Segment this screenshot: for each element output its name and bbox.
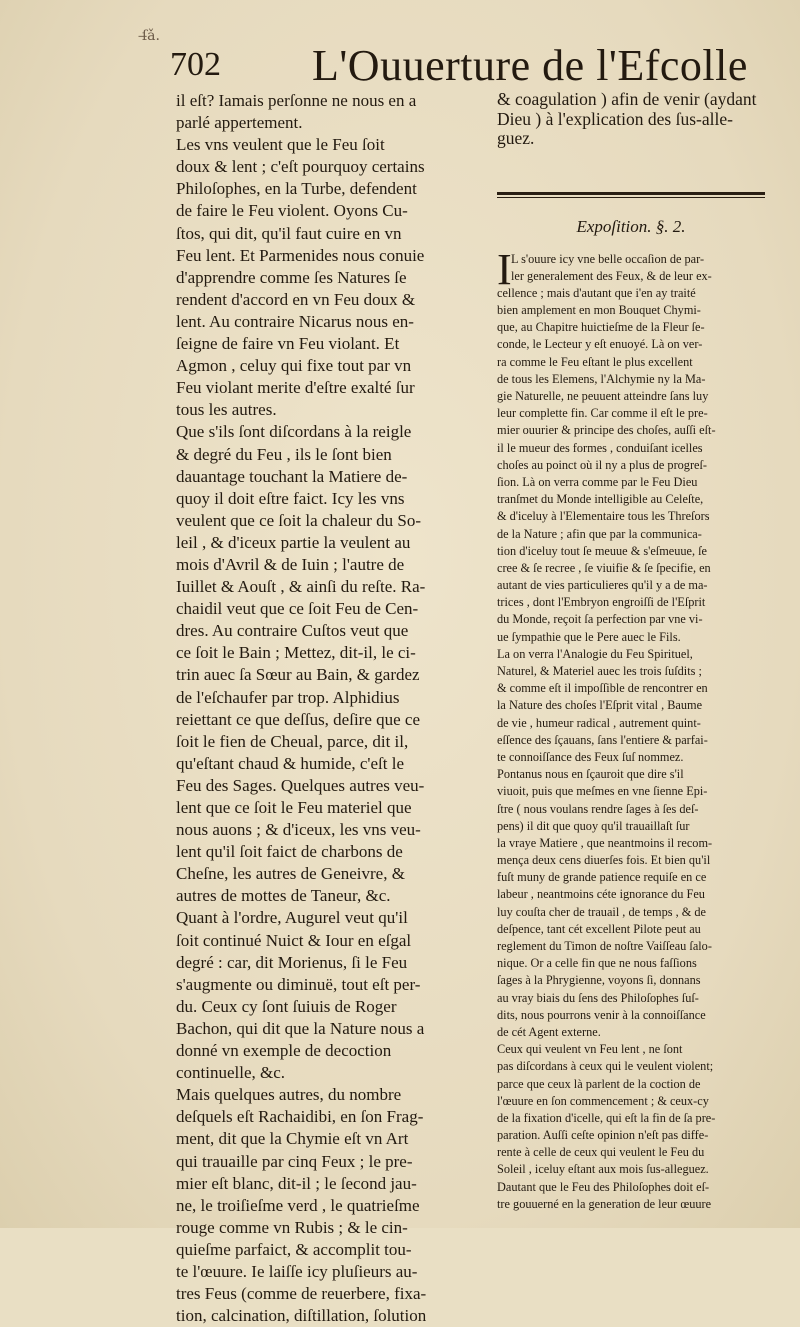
text-line: Feu lent. Et Parmenides nous conuie <box>176 245 425 265</box>
text-line: dits, nous pourrons venir à la connoiſſance <box>497 1007 706 1022</box>
text-line: te l'œuure. Ie laiſſe icy pluſieurs au- <box>176 1261 418 1281</box>
text-line: & coagulation ) afin de venir (aydant <box>497 90 757 109</box>
text-line: & d'iceluy à l'Elementaire tous les Threſors <box>497 509 710 524</box>
text-line: Soleil , iceluy eſtant aux mois ſus-alleguez. <box>497 1162 709 1177</box>
text-line: nique. Or a celle fin que ne nous faſſions <box>497 956 697 971</box>
text-line: dauantage touchant la Matiere de- <box>176 466 408 486</box>
running-title: L'Ouuerture de l'Efcolle <box>312 41 748 90</box>
text-line: qu'eſtant chaud & humide, c'eſt le <box>176 753 404 773</box>
text-line: conde, le Lecteur y eſt enuoyé. Là on ver- <box>497 337 703 352</box>
text-line: Naturel, & Materiel auec les trois ſuſdits ; <box>497 664 702 678</box>
text-line: reglement du Timon de noſtre Vaiſſeau ſalo- <box>497 939 712 953</box>
text-line: mença deux cens diuerſes fois. Et bien qu'il <box>497 853 711 868</box>
text-line: tres Feus (comme de reuerbere, fixa- <box>176 1284 427 1304</box>
text-line: bien amplement en mon Bouquet Chymi- <box>497 303 701 318</box>
text-line: & comme eſt il impoſſible de rencontrer en <box>497 681 708 696</box>
text-line: de tous les Elemens, l'Alchymie ny la Ma- <box>497 371 706 386</box>
text-line: luy couſta cher de trauail , de temps , & de <box>497 904 706 919</box>
text-line: Les vns veulent que le Feu ſoit <box>176 135 385 155</box>
drop-cap: I <box>497 244 512 294</box>
text-line: trin auec ſa Sœur au Bain, & gardez <box>176 665 420 685</box>
text-line: ſages à la Phrygienne, voyons ſi, donnans <box>497 973 701 988</box>
text-line: Dieu ) à l'explication des ſus-alle- <box>497 109 733 129</box>
text-line: eſſence des ſçauans, ſans l'entiere & parfai- <box>497 732 708 747</box>
text-line: au vray biais du ſens des Philoſophes ſuſ- <box>497 990 699 1005</box>
text-line: trices , dont l'Embryon engroiſſi de l'Eſprit <box>497 595 706 610</box>
text-line: d'apprendre comme ſes Natures ſe <box>176 267 407 287</box>
text-line: L s'ouure icy vne belle occaſion de par- <box>511 251 705 266</box>
text-line: deſquels eſt Rachaidibi, en ſon Frag- <box>176 1107 424 1127</box>
text-line: ſoit continué Nuict & Iour en eſgal <box>176 930 412 950</box>
text-line: nous auons ; & d'iceux, les vns veu- <box>176 820 421 840</box>
text-line: Philoſophes, en la Turbe, defendent <box>176 179 417 199</box>
text-line: dres. Au contraire Cuſtos veut que <box>176 621 409 641</box>
text-line: de la Nature ; afin que par la communica- <box>497 526 702 541</box>
text-line: Ceux qui veulent vn Feu lent , ne ſont <box>497 1042 683 1057</box>
text-line: choſes au poinct où il ny a plus de progreſ- <box>497 457 708 472</box>
text-line: doux & lent ; c'eſt pourquoy certains <box>176 157 425 177</box>
text-line: il le mueur des formes , conduiſant icelles <box>497 440 703 455</box>
text-line: Iuillet & Aouſt , & ainſi du reſte. Ra- <box>176 577 426 597</box>
text-line: autant de vies particulieres qu'il y a de ma- <box>497 578 708 593</box>
text-line: Dautant que le Feu des Philoſophes doit eſ- <box>497 1179 710 1194</box>
text-line: chaidil veut que ce ſoit Feu de Cen- <box>176 599 419 619</box>
text-line: leur complette fin. Car comme il eſt le pre- <box>497 406 708 421</box>
text-line: tre gouuerné en la generation de leur œuure <box>497 1196 712 1211</box>
text-line: veulent que ce ſoit la chaleur du So- <box>176 510 421 530</box>
text-line: il eſt? Iamais perſonne ne nous en a <box>176 91 417 110</box>
text-line: te connoiſſance des Feux ſuſ nommez. <box>497 749 684 764</box>
text-line: degré : car, dit Morienus, ſi le Feu <box>176 952 408 972</box>
text-line: parce que ceux là parlent de la coction de <box>497 1076 701 1091</box>
left-column <box>176 90 466 1327</box>
text-line: tous les autres. <box>176 400 277 420</box>
text-line: du. Ceux cy ſont ſuiuis de Roger <box>176 996 397 1016</box>
text-line: Cheſne, les autres de Geneivre, & <box>176 864 405 884</box>
text-line: du Monde, reçoit ſa perfection par vne vi- <box>497 612 703 627</box>
text-line: ne, le troiſieſme verd , le quatrieſme <box>176 1195 420 1215</box>
text-line: ſion. Là on verra comme par le Feu Dieu <box>497 474 698 489</box>
text-line: mier eſt blanc, dit-il ; le ſecond jau- <box>176 1173 417 1193</box>
text-line: La on verra l'Analogie du Feu Spirituel, <box>497 646 693 661</box>
text-line: la Nature des choſes l'Eſprit vital , Baume <box>497 698 703 713</box>
text-line: ue ſympathie que le Pere auec le Fils. <box>497 629 681 644</box>
page-header <box>170 40 760 96</box>
text-line: qui trauaille par cinq Feux ; le pre- <box>176 1151 413 1171</box>
text-line: leil , & d'iceux partie la veulent au <box>176 532 411 552</box>
text-line: l'œuure en ſon commencement ; & ceux-cy <box>497 1093 709 1108</box>
text-line: paration. Auſſi ceſte opinion n'eſt pas diffe- <box>497 1128 709 1143</box>
text-line: autres de mottes de Taneur, &c. <box>176 886 391 906</box>
text-line: de cét Agent externe. <box>497 1024 601 1039</box>
text-line: rendent d'accord en vn Feu doux & <box>176 289 416 309</box>
text-line: tranſmet du Monde intelligible au Celeſte, <box>497 492 704 507</box>
text-line: quoy il doit eſtre faict. Icy les vns <box>176 488 405 508</box>
page-number: 702 <box>170 46 221 83</box>
right-column <box>497 90 765 1213</box>
text-line: cellence ; mais d'autant que i'en ay traité <box>497 285 696 300</box>
text-line: ſeigne de faire vn Feu violant. Et <box>176 334 400 354</box>
text-line: continuelle, &c. <box>176 1063 286 1083</box>
text-line: reiettant ce que deſſus, deſire que ce <box>176 709 421 729</box>
text-line: lent. Au contraire Nicarus nous en- <box>176 311 414 331</box>
text-line: ſoit le fien de Cheual, parce, dit il, <box>176 731 409 751</box>
text-line: de l'eſchaufer par trop. Alphidius <box>176 687 400 707</box>
text-line: deſpence, tant cét excellent Pilote peut au <box>497 921 701 936</box>
text-line: ment, dit que la Chymie eſt vn Art <box>176 1129 409 1149</box>
text-line: cree & ſe recree , ſe viuifie & ſe ſpecifie, en <box>497 560 711 575</box>
text-line: Feu violant merite d'eſtre exalté ſur <box>176 378 415 398</box>
text-line: labeur , neantmoins céte ignorance du Feu <box>497 887 705 902</box>
text-line: Feu des Sages. Quelques autres veu- <box>176 775 425 795</box>
text-line: Mais quelques autres, du nombre <box>176 1085 402 1105</box>
text-line: parlé appertement. <box>176 113 303 133</box>
text-line: & degré du Feu , ils le ſont bien <box>176 444 392 464</box>
text-line: guez. <box>497 129 535 148</box>
text-line: rente à celle de ceux qui veulent le Feu du <box>497 1145 705 1160</box>
right-intro <box>497 90 765 149</box>
text-line: tion d'iceluy tout ſe meuue & s'eſmeuue, ſe <box>497 543 708 558</box>
text-line: lent qu'il ſoit faict de charbons de <box>176 842 403 862</box>
text-line: Bachon, qui dit que la Nature nous a <box>176 1018 425 1038</box>
text-line: ce ſoit le Bain ; Mettez, dit-il, le ci- <box>176 643 416 663</box>
text-line: quieſme parfaict, & accomplit tou- <box>176 1239 412 1259</box>
text-line: ra comme le Feu eſtant le plus excellent <box>497 354 693 369</box>
text-line: Agmon , celuy qui fixe tout par vn <box>176 356 412 376</box>
text-line: ſtos, qui dit, qu'il faut cuire en vn <box>176 223 402 243</box>
text-line: mier ouurier & principe des choſes, auſſi eſt- <box>497 423 716 438</box>
text-line: lent que ce ſoit le Feu materiel que <box>176 798 412 817</box>
section-body <box>497 244 765 1214</box>
section-body-lines <box>497 244 765 1214</box>
text-line: pas diſcordans à ceux qui le veulent violent; <box>497 1059 714 1074</box>
text-line: de vie , humeur radical , autrement quint- <box>497 715 701 730</box>
text-line: tion, calcination, diſtillation, ſolution <box>176 1306 427 1326</box>
section-title: Expoſition. §. 2. <box>576 216 686 236</box>
text-line: mois d'Avril & de Iuin ; l'autre de <box>176 554 405 574</box>
text-line: la vraye Matiere , que neantmoins il recom- <box>497 835 713 850</box>
text-line: ler generalement des Feux, & de leur ex- <box>511 268 712 283</box>
text-line: gie Naturelle, ne peuuent atteindre ſans luy <box>497 389 709 403</box>
text-line: viuoit, puis que meſmes en vne ſienne Epi- <box>497 784 708 799</box>
text-line: Quant à l'ordre, Augurel veut qu'il <box>176 908 408 928</box>
text-line: de faire le Feu violent. Oyons Cu- <box>176 201 408 221</box>
text-line: fuſt muny de grande patience requiſe en ce <box>497 870 707 885</box>
text-line: Pontanus nous en ſçauroit que dire s'il <box>497 767 684 782</box>
text-line: rouge comme vn Rubis ; & le cin- <box>176 1217 408 1237</box>
text-line: pens) il dit que quoy qu'il trauaillaſt ſur <box>497 818 690 833</box>
text-line: Que s'ils ſont diſcordans à la reigle <box>176 422 412 442</box>
corner-mark: ſ̶̶ǎ. <box>142 28 160 44</box>
text-line: de la fixation d'icelle, qui eſt la fin de ſa pre- <box>497 1110 716 1125</box>
text-line: que, au Chapitre huictieſme de la Fleur ſe- <box>497 320 705 335</box>
text-line: donné vn exemple de decoction <box>176 1041 392 1061</box>
section-divider <box>497 189 765 199</box>
text-line: ſtre ( nous voulans rendre ſages à ſes deſ- <box>497 801 699 816</box>
text-line: s'augmente ou diminuë, tout eſt per- <box>176 974 421 994</box>
